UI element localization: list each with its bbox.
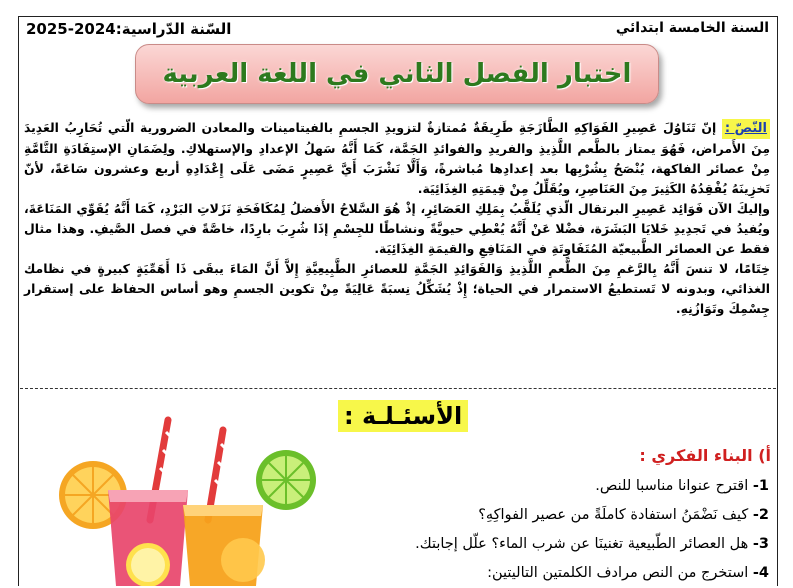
questions-heading: الأسئـلـة :: [338, 400, 468, 432]
question-text: كيف نَضْمَنُ استفادة كاملَةً من عصير الفواكِهِ؟: [478, 507, 749, 523]
section-title: أ) البناء الفكري :: [639, 446, 771, 465]
question-item: [329, 472, 769, 501]
question-text: اقترح عنوانا مناسبا للنص.: [595, 478, 749, 494]
question-number: 4-: [752, 565, 769, 581]
question-item: [329, 501, 769, 530]
question-item: [329, 530, 769, 559]
question-number: 1-: [752, 478, 769, 494]
passage-paragraph: إنّ تَنَاوُلَ عَصِيرِ الفَوَاكِهِ الطَّازَجَةِ طَرِيقَةٌ مُمتازةٌ لتزويدِ الجسمِ بالفيتامينات والمعادن الضرورية الّتي تُحَارِبُ العَدِيدَ مِنَ الأَمراض، فَهُوَ يمتاز بالطَّعم اللَّذِيذِ والفريدِ والفوائدِ الجَمَّة، كَمَا أَنَّهُ سَهلُ الإعدادِ والإستهلاكِ. ولِضَمَانِ الإستِفَادَةِ التَّامَّةِ مِنْ عصائر الفاكهة، يُنْصَحُ بِشُرْبِها بعد إعدادِها مُباشرةً، وَأَلَّا نَشْرَبَ أَيَّ عَصِيرٍ مَضَى عَلَى إِعْدَادِهِ أربع وعشرون سَاعَةً، لأنّ تَخزِينَهُ يُفْقِدُهُ الكَثِيرَ مِنَ العَنَاصِرِ، ويُقَلِّلُ مِنْ قِيمَتِهِ الغِذَائِيَة.: [24, 120, 770, 196]
question-number: 2-: [752, 507, 769, 523]
question-text: استخرج من النص مرادف الكلمتين التاليتين:: [487, 565, 749, 581]
question-item: [329, 559, 769, 588]
section-divider: [20, 388, 776, 389]
question-list: [329, 472, 769, 588]
question-number: 3-: [752, 536, 769, 552]
exam-title: اختبار الفصل الثاني في اللغة العربية: [162, 59, 632, 89]
passage-paragraph: خِتَامًا، لا تنسَ أَنَّهُ بِالرَّغمِ مِنَ الطَّعمِ اللَّذِيذِ وَالفَوَائِدِ الجَمَّةِ للعصائرِ الطَّبِيعِيَّةِ إِلاَّ أَنَّ المَاءَ يبقَى ذَا أَهَمِّيَةٍ كبيرةٍ في نظامك الغذائي، وبدونه لا تَستطيعُ الاستمرار في الحياة؛ إِذْ يُشَكِّلُ نِسبَةً عَالِيَةً مِنْ تكوين الجسمِ وهو أساس الحفاظ على إستقرار جِسْمِكَ وتَوَازُنِهِ.: [24, 261, 770, 316]
school-year: 2025-2024:السّنة الدّراسية: [26, 20, 232, 38]
reading-passage: [24, 118, 770, 319]
passage-label: النّصّ :: [722, 119, 770, 139]
exam-title-banner: [135, 44, 659, 104]
question-text: هل العصائر الطّبيعية تغنينَا عن شرب الماء؟ علّل إجابتك.: [415, 536, 749, 552]
grade-level: السنة الخامسة ابتدائي: [615, 20, 769, 36]
fruit-juice-glasses-illustration: [38, 410, 338, 586]
passage-paragraph: وإليكَ الآن فَوَائِد عَصِيرِ البرتقال الّذي يُلَقَّبُ بِمَلِكِ العَصَائِرِ، إذْ هُوَ السَّلاحُ الأَفضلُ لِمُكَافَحَةِ نَزَلاتِ البَرْدِ، كَمَا أَنَّهُ يُقَوِّي المَنَاعَةَ، ويُفيدُ في تَجدِيدِ خَلايَا البَشَرَة، فضْلا عَنْ أَنَّهُ يُعْطِي حيويَّةً ونشاطًا للجِسْمِ إذَا شُرِبَ بارِدًا، خاصَّةً في فصل الصَّيفِ. وهذا مثال فقط عن العصائر الطَّبيعيّة المُتَفَاوِتَةِ في المَنَافِعِ والقيمَةِ الغِذَائِيَة.: [24, 201, 770, 256]
